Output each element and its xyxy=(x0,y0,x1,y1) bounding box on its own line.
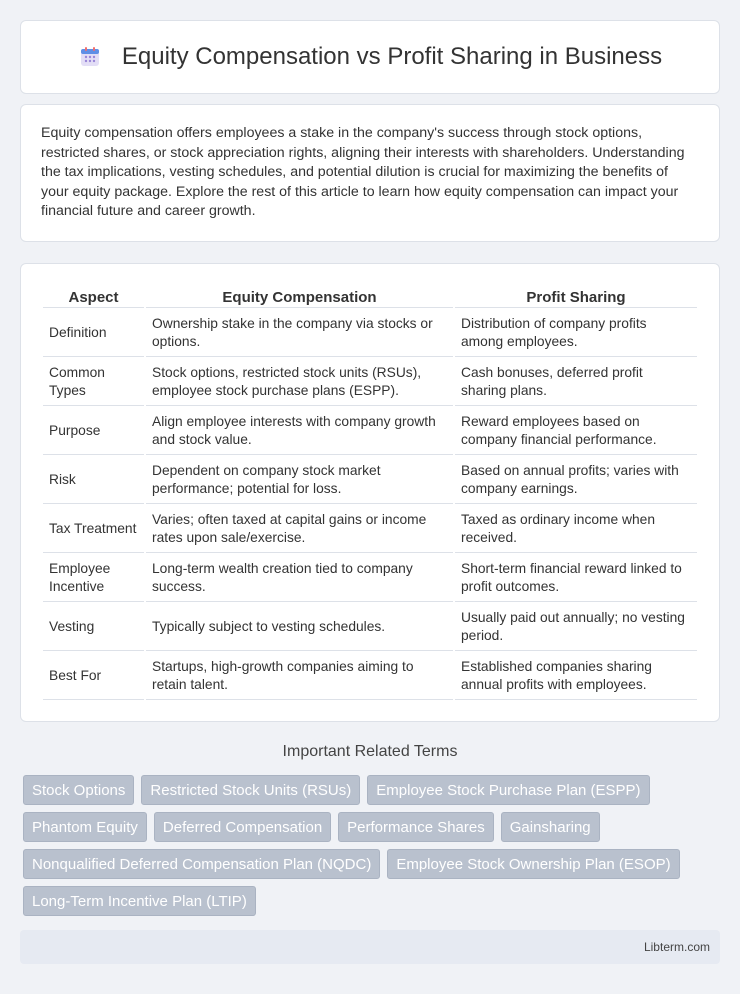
equity-cell: Startups, high-growth companies aiming to retain talent. xyxy=(146,653,453,700)
calendar-icon xyxy=(78,45,102,69)
profit-cell: Distribution of company profits among employees. xyxy=(455,310,697,357)
profit-cell: Based on annual profits; varies with company earnings. xyxy=(455,457,697,504)
related-term-tag[interactable]: Phantom Equity xyxy=(23,812,147,842)
aspect-cell: Vesting xyxy=(43,604,144,651)
related-term-tag[interactable]: Performance Shares xyxy=(338,812,494,842)
comparison-table xyxy=(41,284,699,702)
comparison-card xyxy=(20,263,720,722)
equity-cell: Stock options, restricted stock units (RSUs), employee stock purchase plans (ESPP). xyxy=(146,359,453,406)
profit-cell: Cash bonuses, deferred profit sharing plans. xyxy=(455,359,697,406)
equity-cell: Varies; often taxed at capital gains or income rates upon sale/exercise. xyxy=(146,506,453,553)
related-term-tag[interactable]: Employee Stock Ownership Plan (ESOP) xyxy=(387,849,679,879)
page-footer xyxy=(20,930,720,964)
profit-cell: Usually paid out annually; no vesting period. xyxy=(455,604,697,651)
profit-cell: Taxed as ordinary income when received. xyxy=(455,506,697,553)
related-term-tag[interactable]: Gainsharing xyxy=(501,812,600,842)
page-title: Equity Compensation vs Profit Sharing in Business xyxy=(121,43,663,70)
page-header xyxy=(20,20,720,94)
equity-cell: Ownership stake in the company via stocks or options. xyxy=(146,310,453,357)
related-terms-list xyxy=(23,775,723,916)
aspect-cell: Definition xyxy=(43,310,144,357)
related-term-tag[interactable]: Restricted Stock Units (RSUs) xyxy=(141,775,360,805)
related-term-tag[interactable]: Employee Stock Purchase Plan (ESPP) xyxy=(367,775,649,805)
related-terms-title: Important Related Terms xyxy=(282,743,458,760)
footer-brand-link[interactable]: Libterm.com xyxy=(643,940,710,954)
equity-cell: Typically subject to vesting schedules. xyxy=(146,604,453,651)
related-term-tag[interactable]: Nonqualified Deferred Compensation Plan (NQDC) xyxy=(23,849,380,879)
equity-cell: Long-term wealth creation tied to company success. xyxy=(146,555,453,602)
table-row xyxy=(43,359,697,406)
intro-section xyxy=(20,104,720,242)
profit-cell: Short-term financial reward linked to profit outcomes. xyxy=(455,555,697,602)
aspect-cell: Employee Incentive xyxy=(43,555,144,602)
aspect-cell: Risk xyxy=(43,457,144,504)
table-row xyxy=(43,506,697,553)
aspect-cell: Common Types xyxy=(43,359,144,406)
related-term-tag[interactable]: Stock Options xyxy=(23,775,134,805)
table-row xyxy=(43,555,697,602)
related-term-tag[interactable]: Deferred Compensation xyxy=(154,812,331,842)
aspect-cell: Tax Treatment xyxy=(43,506,144,553)
aspect-cell: Best For xyxy=(43,653,144,700)
table-row xyxy=(43,604,697,651)
related-term-tag[interactable]: Long-Term Incentive Plan (LTIP) xyxy=(23,886,256,916)
table-row xyxy=(43,310,697,357)
table-header-row xyxy=(43,286,697,308)
profit-cell: Established companies sharing annual profits with employees. xyxy=(455,653,697,700)
profit-cell: Reward employees based on company financial performance. xyxy=(455,408,697,455)
aspect-cell: Purpose xyxy=(43,408,144,455)
intro-paragraph: Equity compensation offers employees a stake in the company's success through stock options, restricted shares, or stock appreciation rights, aligning their interests with shareholders. Understanding the tax implications, vesting schedules, and potential dilution is crucial for maximizing the benefits of your equity package. Explore the rest of this article to learn how equity compensation can impact your financial future and career growth. xyxy=(41,125,685,220)
table-row xyxy=(43,457,697,504)
table-row xyxy=(43,408,697,455)
column-header-profit: Profit Sharing xyxy=(455,286,697,308)
equity-cell: Align employee interests with company growth and stock value. xyxy=(146,408,453,455)
column-header-aspect: Aspect xyxy=(43,286,144,308)
column-header-equity: Equity Compensation xyxy=(146,286,453,308)
equity-cell: Dependent on company stock market performance; potential for loss. xyxy=(146,457,453,504)
table-row xyxy=(43,653,697,700)
